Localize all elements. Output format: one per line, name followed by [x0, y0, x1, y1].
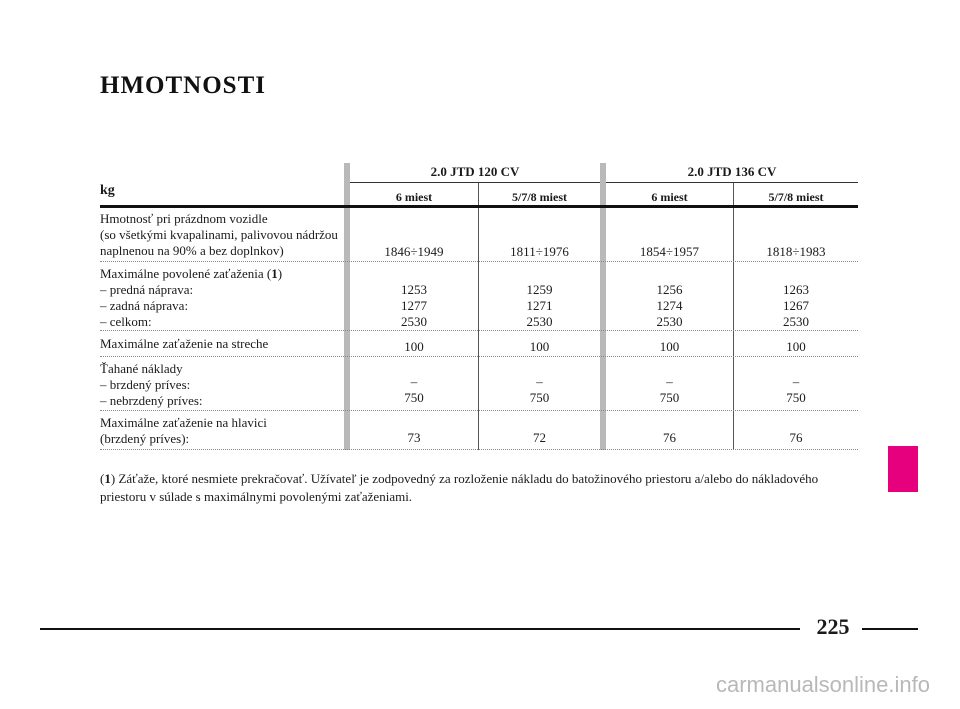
table-cell: 1253 1277 2530 [401, 282, 427, 329]
row-label-empty-weight: Hmotnosť pri prázdnom vozidle (so všetkými kvapalinami, palivovou nádržou naplnenou na 90% a bez doplnkov) [100, 211, 338, 258]
label-line-with-footnote: Maximálne povolené zaťaženia (1) [100, 266, 283, 281]
row-label-max-loads: Maximálne povolené zaťaženia (1) – predná náprava: – zadná náprava: – celkom: [100, 266, 340, 330]
table-cell: 76 [789, 430, 803, 445]
page-title: HMOTNOSTI [100, 72, 266, 99]
subheader-120-6: 6 miest [395, 190, 433, 204]
table-cell: 1846÷1949 [384, 244, 444, 259]
group-rule [350, 182, 600, 183]
table-cell: 1263 1267 2530 [783, 282, 809, 329]
header-rule [100, 205, 858, 208]
chapter-tab [888, 446, 918, 492]
table-cell: 100 [529, 339, 550, 354]
group-header-136cv: 2.0 JTD 136 CV [687, 164, 777, 179]
footer-rule [862, 628, 918, 630]
unit-label: kg [100, 183, 115, 198]
page-number: 225 [816, 614, 850, 639]
subheader-136-6: 6 miest [651, 190, 688, 204]
row-separator [100, 410, 858, 411]
table-cell: 73 [407, 430, 421, 445]
table-cell: 1256 1274 2530 [656, 282, 683, 329]
table-cell: 1811÷1976 [510, 244, 569, 259]
table-cell: 100 [786, 339, 806, 354]
table-cell: – 750 [529, 374, 550, 405]
row-separator [100, 449, 858, 450]
table-cell: 1854÷1957 [639, 244, 700, 259]
group-rule [606, 182, 858, 183]
row-separator [100, 356, 858, 357]
group-header-120cv: 2.0 JTD 120 CV [430, 164, 520, 179]
table-cell: 1259 1271 2530 [526, 282, 553, 329]
table-cell: 100 [404, 339, 424, 354]
subheader-120-578: 5/7/8 miest [512, 190, 567, 204]
footnote: (1) Záťaže, ktoré nesmiete prekračovať. Užívateľ je zodpovedný za rozloženie nákladu do batožinového priestoru a/alebo do nákladového priestoru v súlade s maximálnymi povolenými zaťaženiami. [100, 471, 819, 504]
footer-rule [40, 628, 800, 630]
table-cell: 1818÷1983 [766, 244, 826, 259]
row-separator [100, 261, 858, 262]
table-cell: 72 [533, 430, 546, 445]
table-cell: – 750 [786, 374, 806, 405]
row-separator [100, 330, 858, 331]
row-label-roof-load: Maximálne zaťaženie na streche [100, 336, 269, 351]
subheader-136-578: 5/7/8 miest [768, 190, 824, 204]
table-cell: – 750 [659, 374, 680, 405]
table-cell: 100 [659, 339, 680, 354]
table-cell: 76 [663, 430, 676, 445]
row-label-towed-loads: Ťahané náklady – brzdený príves: – nebrzdený príves: [100, 361, 203, 408]
table-cell: – 750 [404, 374, 424, 405]
row-label-towball-load: Maximálne zaťaženie na hlavici (brzdený príves): [100, 415, 267, 446]
watermark: carmanualsonline.info [715, 672, 930, 697]
